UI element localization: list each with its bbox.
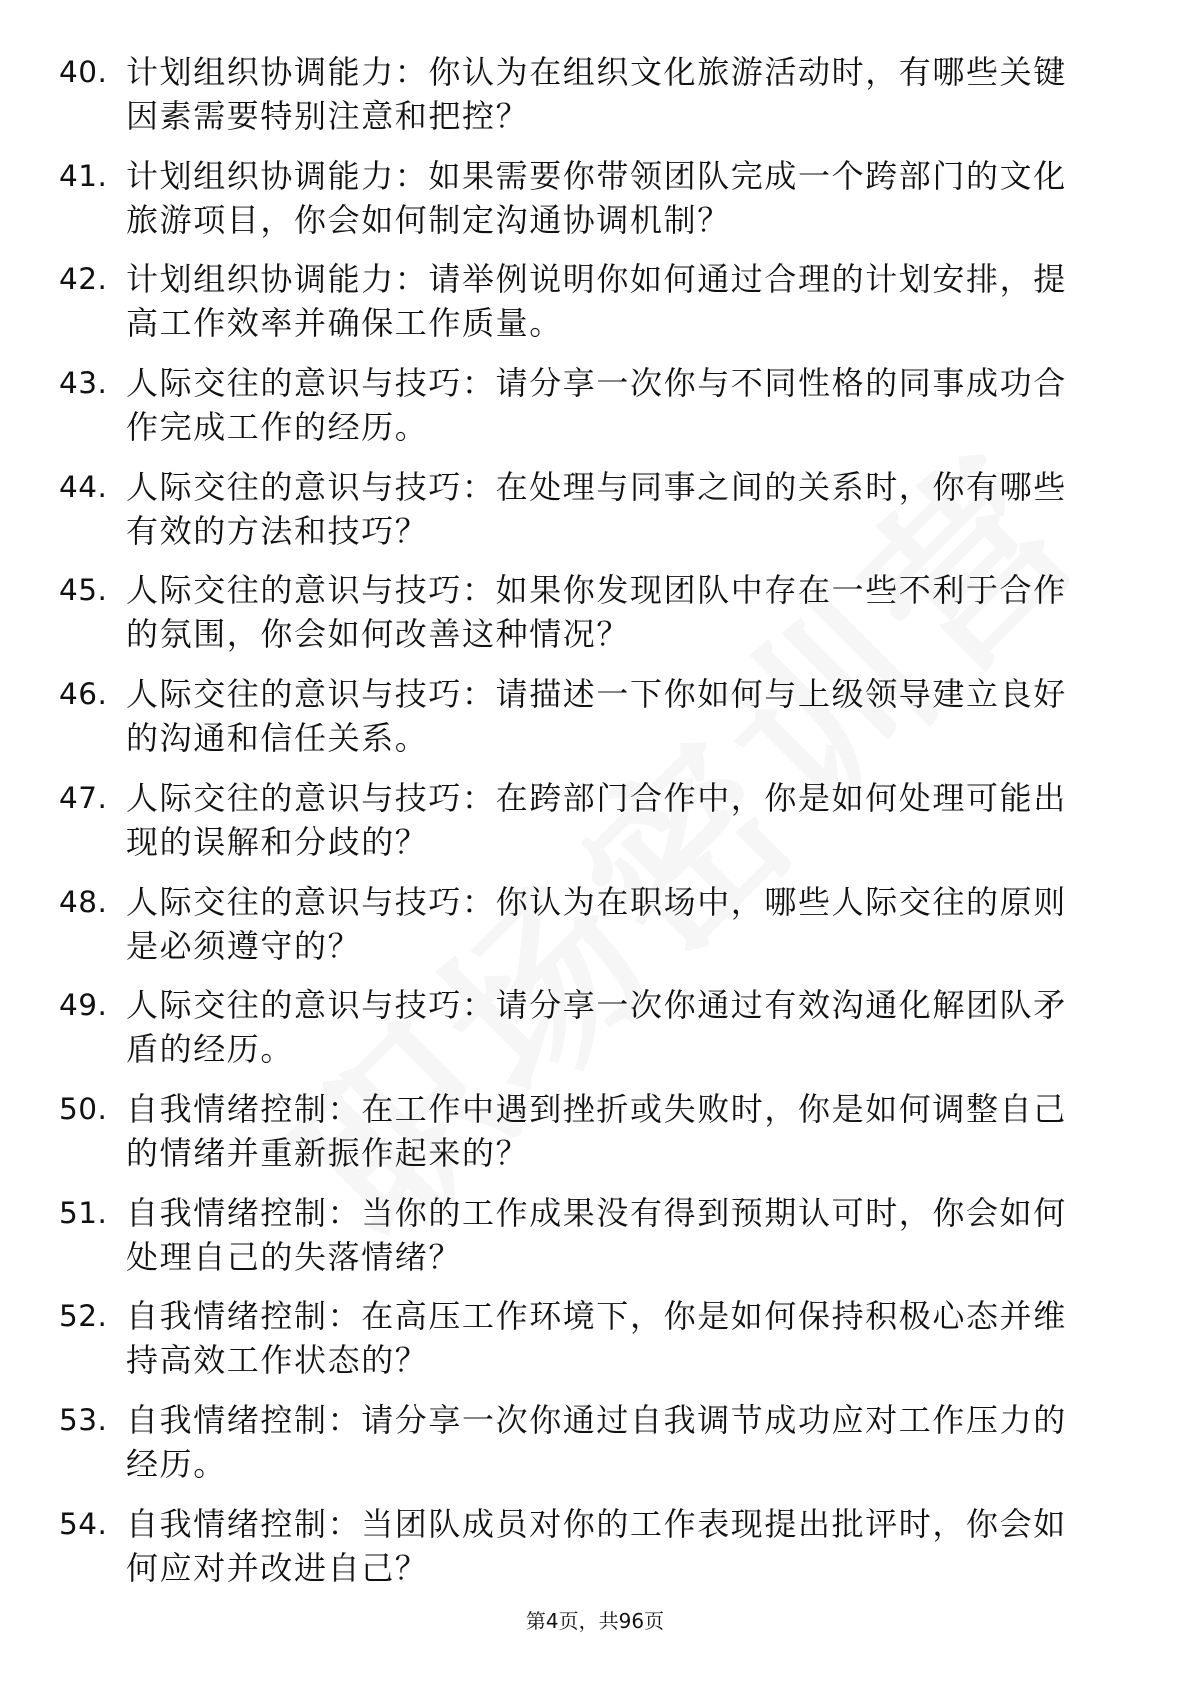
question-item xyxy=(0,672,1190,776)
question-text-line: 盾的经历。 xyxy=(126,1030,295,1069)
page-footer: 第4页，共96页 xyxy=(525,1609,665,1633)
question-text xyxy=(126,1502,1108,1590)
question-text-line: 人际交往的意识与技巧：请分享一次你通过有效沟通化解团队矛 xyxy=(126,986,1067,1025)
question-text-line: 有效的方法和技巧？ xyxy=(126,511,429,550)
question-item xyxy=(0,983,1190,1087)
question-item xyxy=(0,568,1190,672)
question-item xyxy=(0,1191,1190,1295)
question-text-line: 计划组织协调能力：你认为在组织文化旅游活动时，有哪些关键 xyxy=(126,53,1067,91)
question-number: 40. xyxy=(59,55,108,89)
question-text xyxy=(126,880,1108,968)
question-text-line: 自我情绪控制：当你的工作成果没有得到预期认可时，你会如何 xyxy=(126,1193,1067,1232)
question-text-line: 是必须遵守的？ xyxy=(126,926,362,965)
question-text xyxy=(126,776,1108,864)
question-text-line: 自我情绪控制：在工作中遇到挫折或失败时，你是如何调整自己 xyxy=(126,1089,1067,1128)
question-number: 44. xyxy=(59,469,108,504)
question-item xyxy=(0,154,1190,258)
question-text-line: 人际交往的意识与技巧：请分享一次你与不同性格的同事成功合 xyxy=(126,364,1067,403)
question-item xyxy=(0,1502,1190,1606)
question-item xyxy=(0,50,1190,154)
question-number: 41. xyxy=(59,158,108,193)
question-text-line: 处理自己的失落情绪？ xyxy=(126,1237,463,1276)
question-text xyxy=(126,1191,1108,1279)
question-item xyxy=(0,1087,1190,1191)
question-text-line: 因素需要特别注意和把控？ xyxy=(126,97,530,135)
question-text-line: 作完成工作的经历。 xyxy=(126,408,429,447)
question-text-line: 旅游项目，你会如何制定沟通协调机制？ xyxy=(126,200,731,239)
question-number: 42. xyxy=(59,262,108,297)
question-text xyxy=(126,257,1108,345)
question-text xyxy=(126,154,1108,242)
question-number: 49. xyxy=(59,988,108,1023)
question-text xyxy=(126,1087,1108,1175)
question-text xyxy=(126,983,1108,1071)
question-text-line: 持高效工作状态的？ xyxy=(126,1341,429,1380)
question-text-line: 人际交往的意识与技巧：在处理与同事之间的关系时，你有哪些 xyxy=(126,467,1067,506)
question-number: 43. xyxy=(59,366,108,401)
question-text-line: 自我情绪控制：在高压工作环境下，你是如何保持积极心态并维 xyxy=(126,1297,1067,1336)
question-text-line: 计划组织协调能力：请举例说明你如何通过合理的计划安排，提 xyxy=(126,260,1067,299)
question-text-line: 现的误解和分歧的？ xyxy=(126,822,429,861)
question-text-line: 自我情绪控制：当团队成员对你的工作表现提出批评时，你会如 xyxy=(126,1504,1067,1543)
question-text xyxy=(126,1398,1108,1486)
question-number: 51. xyxy=(59,1195,108,1230)
question-number: 45. xyxy=(59,573,108,608)
question-text-line: 高工作效率并确保工作质量。 xyxy=(126,304,563,343)
question-text xyxy=(126,465,1108,553)
question-item xyxy=(0,361,1190,465)
question-text xyxy=(126,1294,1108,1382)
question-item xyxy=(0,1398,1190,1502)
question-item xyxy=(0,465,1190,569)
question-text-line: 何应对并改进自己？ xyxy=(126,1548,429,1587)
question-number: 54. xyxy=(59,1506,108,1541)
question-text xyxy=(126,361,1108,449)
question-item xyxy=(0,776,1190,880)
question-text-line: 人际交往的意识与技巧：如果你发现团队中存在一些不利于合作 xyxy=(126,571,1067,610)
question-list xyxy=(0,50,1190,1605)
question-text xyxy=(126,568,1108,656)
question-text-line: 经历。 xyxy=(126,1444,227,1483)
question-text-line: 人际交往的意识与技巧：你认为在职场中，哪些人际交往的原则 xyxy=(126,882,1067,921)
question-item xyxy=(0,880,1190,984)
question-number: 46. xyxy=(59,677,108,712)
question-text-line: 自我情绪控制：请分享一次你通过自我调节成功应对工作压力的 xyxy=(126,1400,1067,1439)
question-text-line: 计划组织协调能力：如果需要你带领团队完成一个跨部门的文化 xyxy=(126,156,1067,195)
question-number: 47. xyxy=(59,780,108,815)
question-text xyxy=(126,50,1108,138)
question-text-line: 的氛围，你会如何改善这种情况？ xyxy=(126,615,631,654)
question-text-line: 的沟通和信任关系。 xyxy=(126,719,429,758)
question-text xyxy=(126,672,1108,760)
question-item xyxy=(0,1294,1190,1398)
question-number: 48. xyxy=(59,884,108,919)
question-number: 50. xyxy=(59,1091,108,1126)
question-text-line: 人际交往的意识与技巧：在跨部门合作中，你是如何处理可能出 xyxy=(126,778,1067,817)
question-text-line: 的情绪并重新振作起来的？ xyxy=(126,1133,530,1172)
question-number: 53. xyxy=(59,1402,108,1437)
question-item xyxy=(0,257,1190,361)
question-number: 52. xyxy=(59,1299,108,1334)
question-text-line: 人际交往的意识与技巧：请描述一下你如何与上级领导建立良好 xyxy=(126,675,1067,714)
